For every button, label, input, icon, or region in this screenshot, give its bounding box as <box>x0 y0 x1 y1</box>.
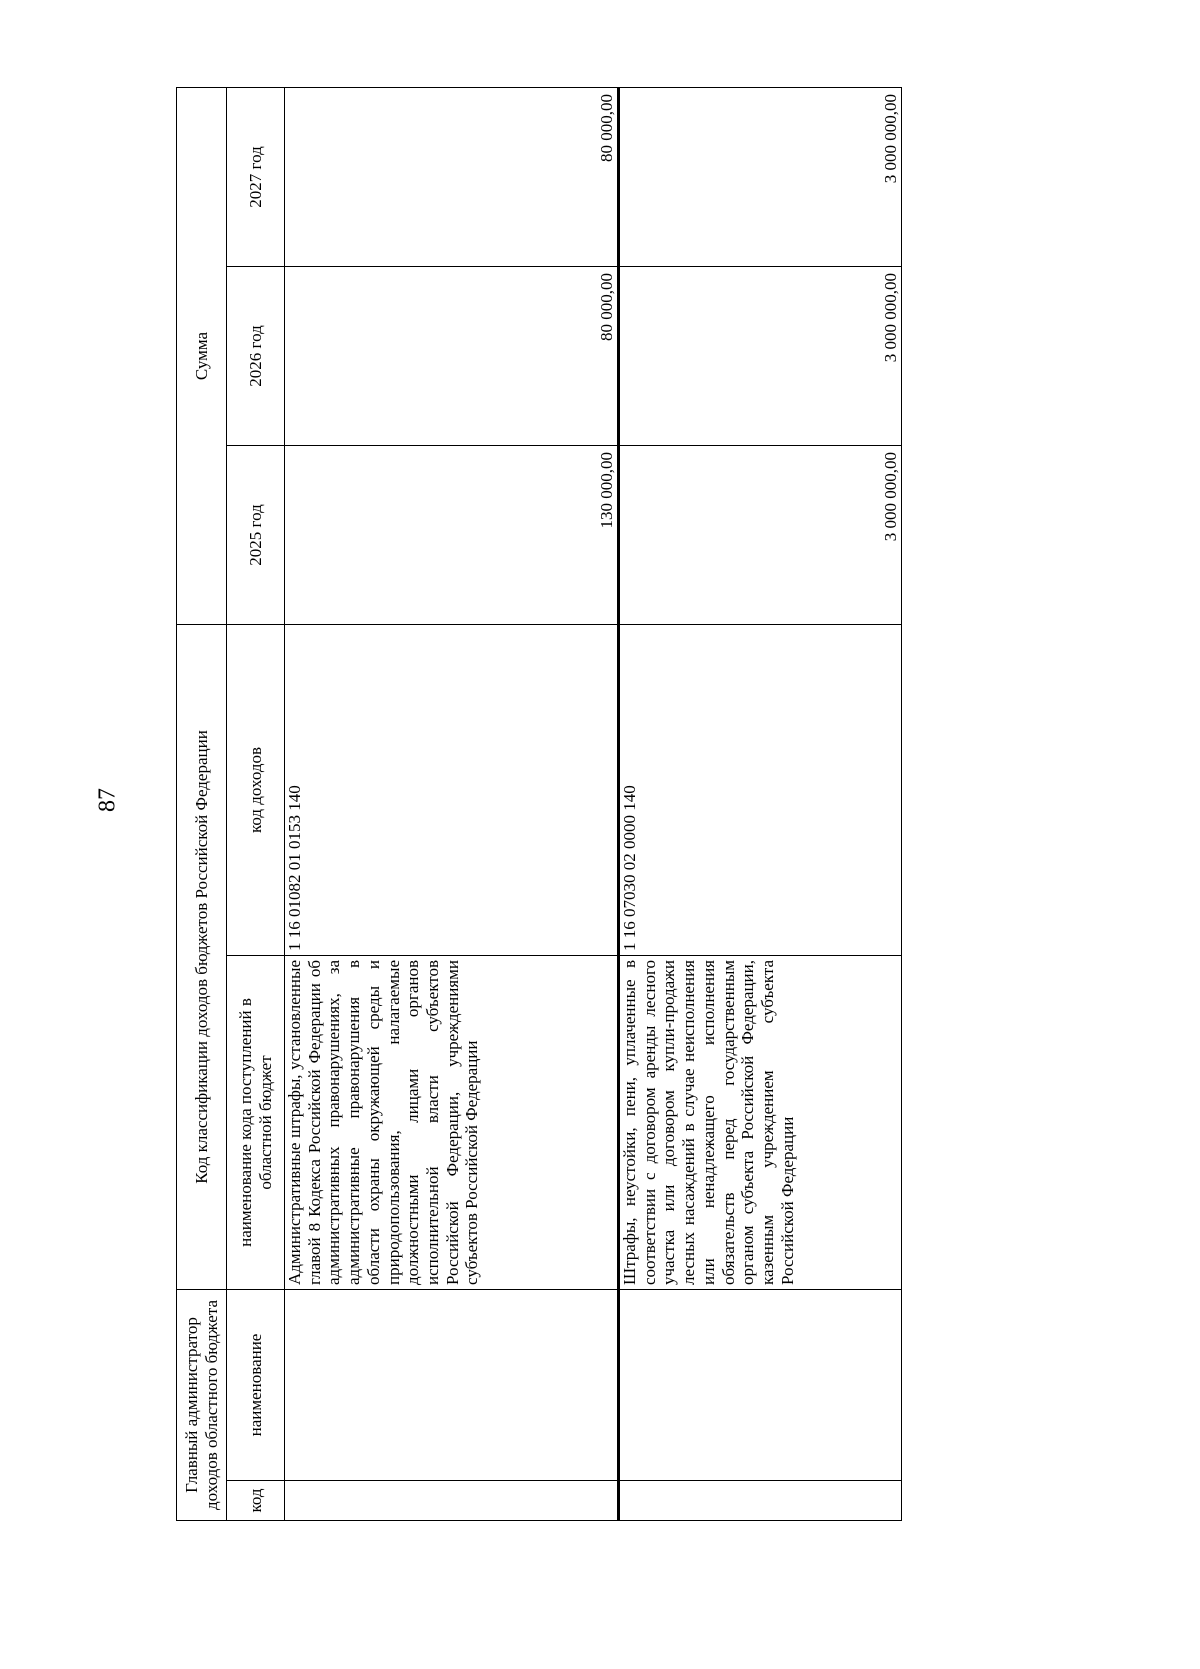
row-description: Административные штрафы, установленные главой 8 Кодекса Российской Федерации об административных правонарушениях, за административные правонарушения в области охраны окружающей среды и природопользования, налагаемые должностными лицами органов исполнительной власти субъектов Российской Федерации, учреждениями субъектов Российской Федерации <box>285 956 619 1290</box>
header-sum-group: Сумма <box>177 87 227 624</box>
row-amount-2027: 3 000 000,00 <box>619 87 902 266</box>
page-number: 87 <box>94 788 121 812</box>
table-row <box>285 87 619 1520</box>
row-admin-name <box>619 1290 902 1481</box>
row-amount-2027: 80 000,00 <box>285 87 619 266</box>
header-income-code: код доходов <box>227 624 285 955</box>
rotated-table-area <box>176 88 1200 1513</box>
table-row <box>619 87 902 1520</box>
header-admin-group: Главный администратор доходов областного бюджета <box>177 1290 227 1521</box>
header-year-2027: 2027 год <box>227 87 285 266</box>
row-amount-2026: 80 000,00 <box>285 266 619 445</box>
row-description: Штрафы, неустойки, пени, уплаченные в соответствии с договором аренды лесного участка или договором купли-продажи лесных насаждений в случае неисполнения или ненадлежащего исполнения обязательств перед государственным органом субъекта Российской Федерации, казенным учреждением субъекта Российской Федерации <box>619 956 902 1290</box>
row-income-code: 1 16 01082 01 0153 140 <box>285 624 619 955</box>
header-year-2026: 2026 год <box>227 266 285 445</box>
header-classification-group: Код классификации доходов бюджетов Российской Федерации <box>177 624 227 1289</box>
row-admin-name <box>285 1290 619 1481</box>
row-admin-code <box>619 1481 902 1521</box>
row-admin-code <box>285 1481 619 1521</box>
header-year-2025: 2025 год <box>227 445 285 624</box>
row-amount-2025: 130 000,00 <box>285 445 619 624</box>
header-admin-name: наименование <box>227 1290 285 1481</box>
row-amount-2025: 3 000 000,00 <box>619 445 902 624</box>
revenue-classification-table <box>176 87 902 1521</box>
row-amount-2026: 3 000 000,00 <box>619 266 902 445</box>
row-income-code: 1 16 07030 02 0000 140 <box>619 624 902 955</box>
header-income-name: наименование кода поступлений в областной бюджет <box>227 956 285 1290</box>
header-admin-code: код <box>227 1481 285 1521</box>
